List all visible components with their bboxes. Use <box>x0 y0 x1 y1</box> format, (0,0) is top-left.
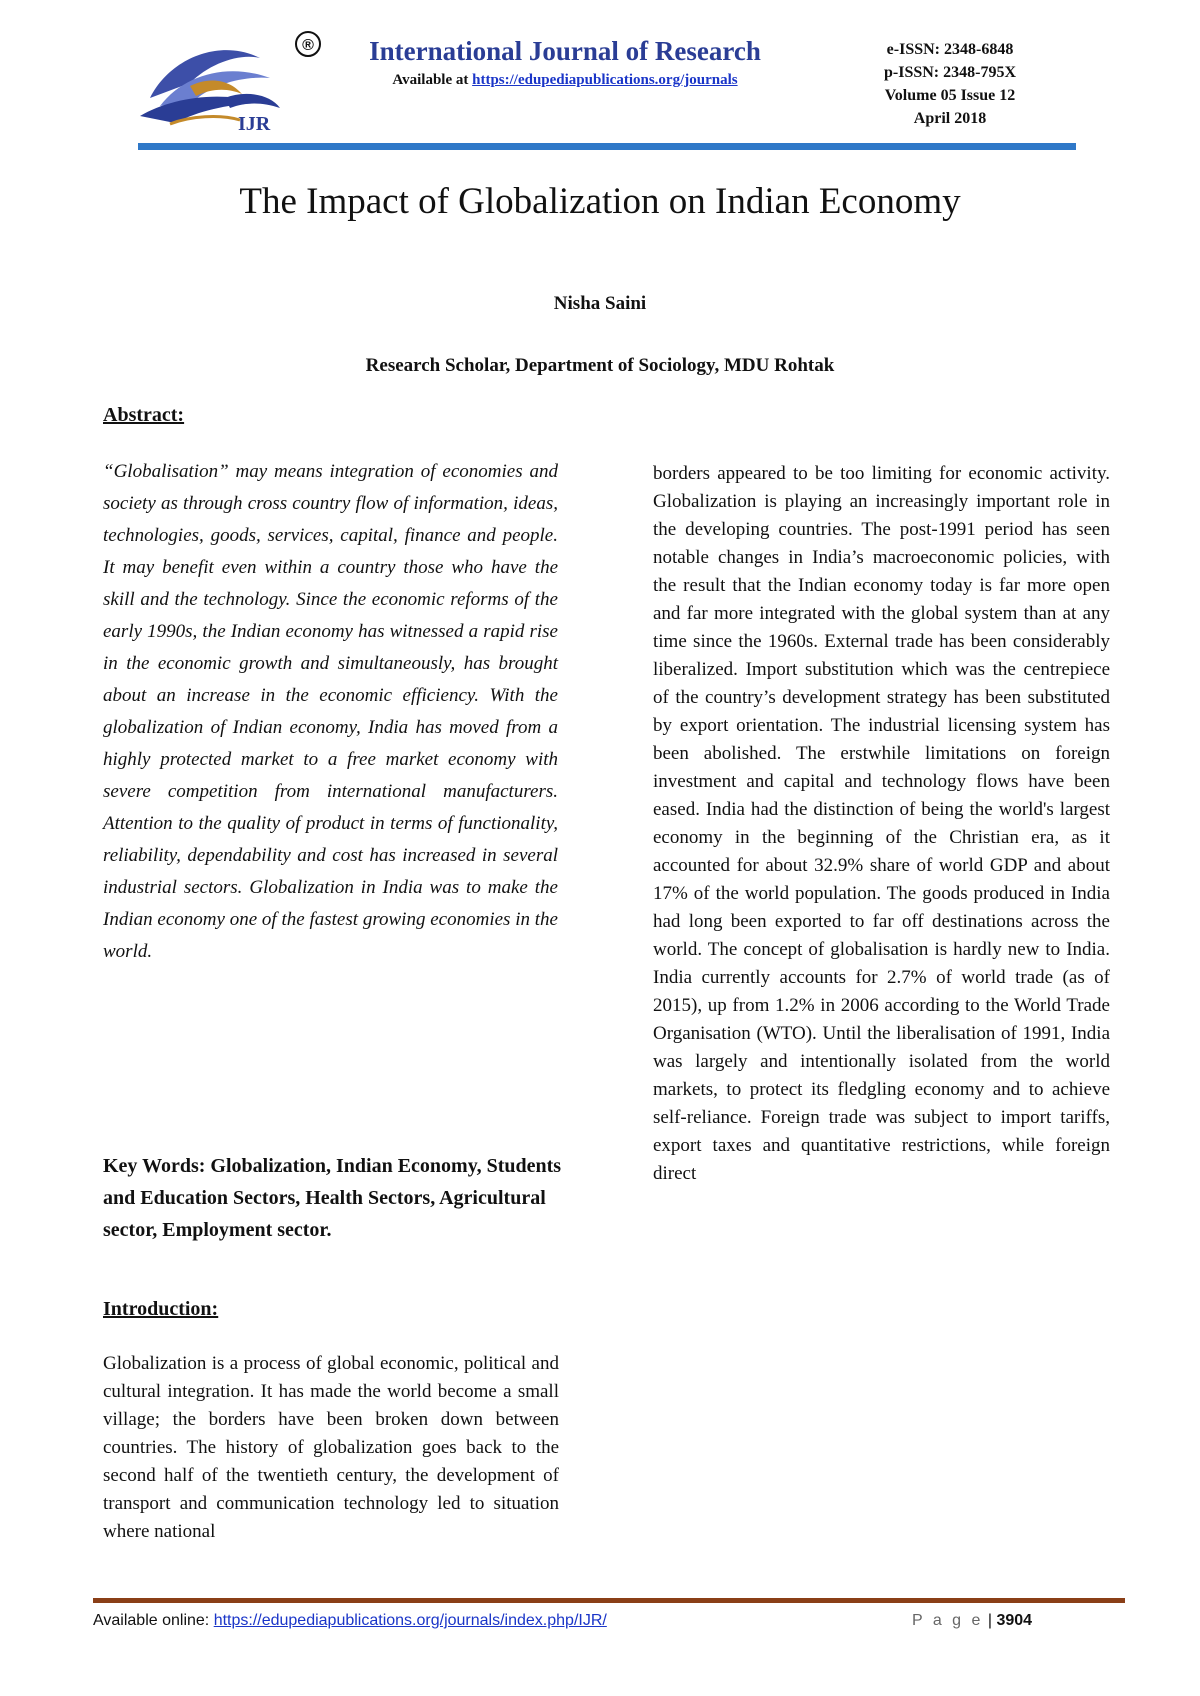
volume-issue: Volume 05 Issue 12 <box>884 87 1016 104</box>
issue-date: April 2018 <box>913 110 987 127</box>
keywords-label: Key Words: <box>103 1155 206 1177</box>
footer-url-link[interactable]: https://edupediapublications.org/journals/index.php/IJR/ <box>213 1612 607 1629</box>
journal-logo <box>130 28 330 138</box>
registered-mark: ® <box>302 37 314 54</box>
abstract-text: “Globalisation” may means integration of economies and society as through cross country flow of information, ideas, technologies, goods, services, capital, finance and people. It may benefit even within a country those who have the skill and the technology. Since the economic reforms of the early 1990s, the Indian economy has witnessed a rapid rise in the economic growth and simultaneously, has brought about an increase in the economic efficiency. With the globalization of Indian economy, India has moved from a highly protected market to a free market economy with severe competition from international manufacturers. Attention to the quality of product in terms of functionality, reliability, dependability and cost has increased in several industrial sectors. Globalization in India was to make the Indian economy one of the fastest growing economies in the world. <box>103 461 558 962</box>
introduction-text: Globalization is a process of global economic, political and cultural integration. It has made the world become a small village; the borders have been broken down between countries. The history of globalization goes back to the second half of the twentieth century, the development of transport and communication technology led to situation where national <box>103 1353 559 1542</box>
journal-title: International Journal of Research <box>369 36 761 66</box>
page-label: P a g e <box>912 1612 984 1629</box>
right-column-text: borders appeared to be too limiting for economic activity. Globalization is playing an increasingly important role in the developing countries. The post-1991 period has seen notable changes in India’s macroeconomic policies, with the result that the Indian economy today is far more open and far more integrated with the global system than at any time since the 1960s. External trade has been considerably liberalized. Import substitution which was the centrepiece of the country’s development strategy has been substituted by export orientation. The industrial licensing system has been abolished. The erstwhile limitations on foreign investment and capital and technology flows have been eased. India had the distinction of being the world's largest economy in the beginning of the Christian era, as it accounted for about 32.9% share of world GDP and about 17% of the world population. The goods produced in India had long been exported to far off destinations across the world. The concept of globalisation is hardly new to India. India currently accounts for 2.7% of world trade (as of 2015), up from 1.2% in 2006 according to the World Trade Organisation (WTO). Until the liberalisation of 1991, India was largely and intentionally isolated from the world markets, to protect its fledgling economy and to achieve self-reliance. Foreign trade was subject to import tariffs, export taxes and quantitative restrictions, while foreign direct <box>653 463 1110 1184</box>
p-issn: p-ISSN: 2348-795X <box>883 64 1016 81</box>
introduction-heading: Introduction: <box>103 1298 219 1320</box>
issn-block <box>855 38 1045 130</box>
footer-available-online <box>93 1612 607 1630</box>
pegasus-logo-icon <box>130 28 330 138</box>
logo-text: IJR <box>238 113 271 135</box>
keywords-text: Globalization, Indian Economy, Students and Education Sectors, Health Sectors, Agricultural sector, Employment sector. <box>103 1155 562 1241</box>
page-separator: | <box>987 1612 993 1629</box>
author-name: Nisha Saini <box>553 293 647 314</box>
footer-divider <box>93 1598 1125 1603</box>
abstract-heading: Abstract: <box>103 404 185 426</box>
journal-url-link[interactable]: https://edupediapublications.org/journals <box>472 72 738 88</box>
footer-page-number <box>912 1612 1032 1630</box>
page-number: 3904 <box>996 1612 1033 1629</box>
available-at-label: Available at <box>392 72 469 88</box>
author-affiliation: Research Scholar, Department of Sociology, MDU Rohtak <box>365 355 835 376</box>
paper-title: The Impact of Globalization on Indian Economy <box>239 181 961 222</box>
footer-available-label: Available online: <box>93 1612 210 1629</box>
header-divider <box>138 143 1076 150</box>
e-issn: e-ISSN: 2348-6848 <box>886 41 1014 58</box>
available-at-line <box>330 72 800 89</box>
keywords <box>103 1150 563 1246</box>
